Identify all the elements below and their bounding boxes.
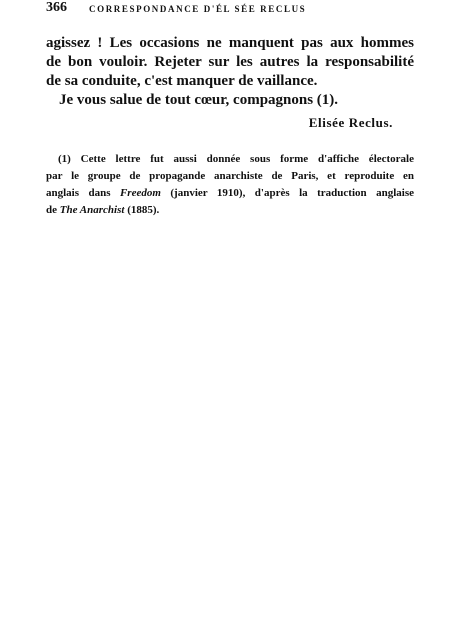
body-line: de bon vouloir. Rejeter sur les autres la responsabilité [46,54,414,70]
page-number: 366 [46,0,67,15]
footnote-text: de [46,204,60,216]
footnote-line: (1) Cette lettre fut aussi donnée sous forme d'affiche électorale [58,153,414,165]
body-line: Je vous salue de tout cœur, compagnons (1). [59,92,339,108]
footnote-text: (janvier 1910), d'après la traduction anglaise [160,187,414,199]
footnote-text: anglais dans [46,187,120,199]
footnote-line: par le groupe de propagande anarchiste de Paris, et reproduite en [46,170,414,182]
footnote-journal-title: The Anarchist [59,204,125,216]
body-line: de sa conduite, c'est manquer de vaillance. [46,73,318,89]
footnote [46,151,414,219]
body-line: agissez ! Les occasions ne manquent pas aux hommes [46,35,414,51]
running-head [46,0,406,16]
footnote-journal-title: Freedom [119,187,161,199]
footnote-line [46,185,414,202]
letter-body [46,34,414,110]
footnote-line [46,202,414,219]
signature: Elisée Reclus. [308,115,393,130]
footnote-text: (1885). [124,204,160,216]
running-title: CORRESPONDANCE D'ÉL SÉE RECLUS [89,4,307,14]
